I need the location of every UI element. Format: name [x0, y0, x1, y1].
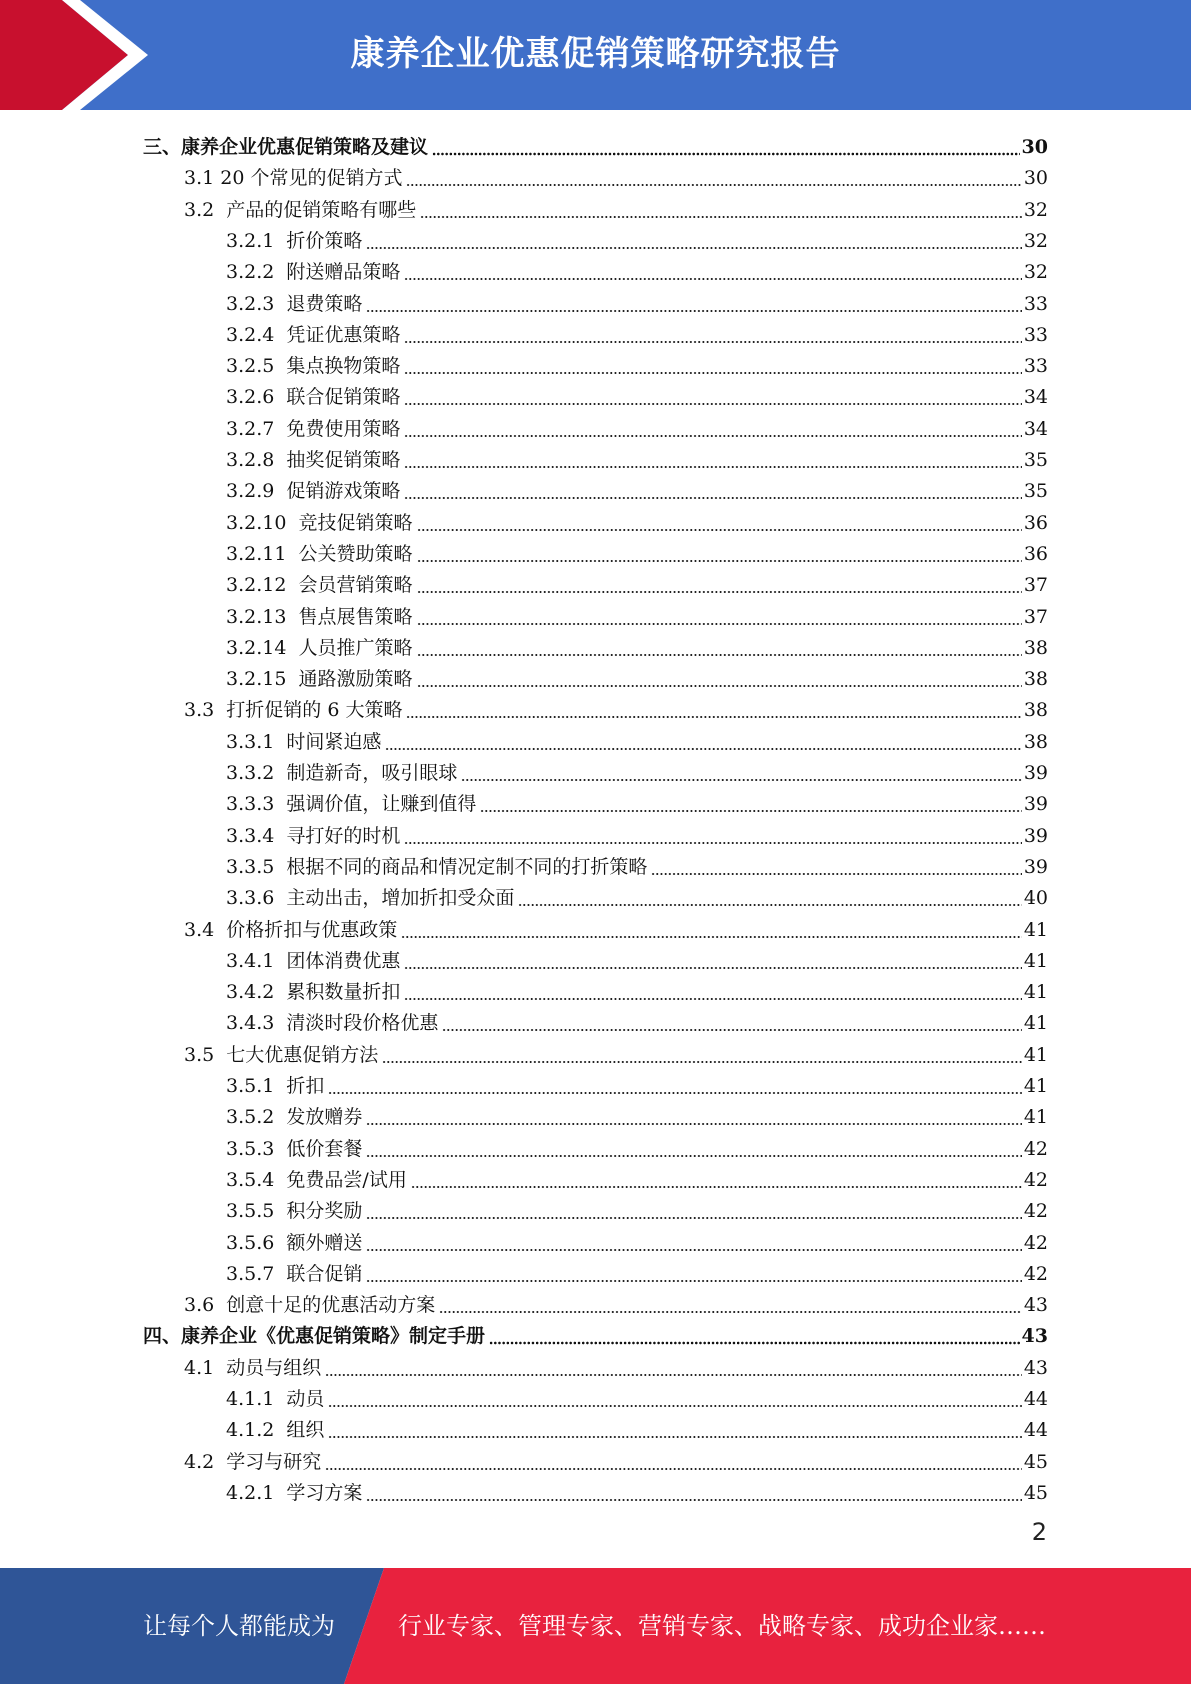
- toc-leader-dots: [432, 137, 1020, 156]
- footer-slogan-left: 让每个人都能成为: [143, 1612, 335, 1640]
- toc-leader-dots: [382, 1045, 1022, 1064]
- toc-entry[interactable]: [184, 159, 1048, 190]
- page-footer: [0, 1568, 1191, 1684]
- toc-leader-dots: [404, 951, 1021, 970]
- toc-leader-dots: [366, 294, 1021, 313]
- toc-entry[interactable]: [143, 128, 1048, 159]
- toc-entry-label: 3.5.1 折扣: [226, 1075, 325, 1097]
- toc-leader-dots: [366, 1201, 1021, 1220]
- toc-entry[interactable]: [226, 1380, 1048, 1411]
- toc-entry-label: 3.5.4 免费品尝/试用: [226, 1168, 407, 1191]
- toc-leader-dots: [328, 1420, 1021, 1439]
- toc-entry[interactable]: [226, 598, 1048, 629]
- toc-entry-page: 39: [1023, 855, 1048, 878]
- toc-entry-label: 3.2.11 公关赞助策略: [226, 542, 413, 565]
- toc-entry-page: 41: [1023, 1106, 1048, 1129]
- toc-leader-dots: [404, 325, 1021, 344]
- toc-entry-page: 38: [1023, 668, 1048, 691]
- toc-entry[interactable]: [226, 253, 1048, 284]
- toc-entry-page: 39: [1023, 762, 1048, 784]
- toc-leader-dots: [420, 200, 1022, 219]
- toc-leader-dots: [651, 857, 1021, 876]
- toc-entry-label: 3.4 价格折扣与优惠政策: [184, 918, 398, 941]
- footer-slogan-right: 行业专家、管理专家、营销专家、战略专家、成功企业家……: [398, 1612, 1046, 1640]
- toc-leader-dots: [411, 1170, 1022, 1189]
- toc-entry[interactable]: [184, 1349, 1048, 1380]
- toc-leader-dots: [366, 1264, 1021, 1283]
- toc-leader-dots: [439, 1295, 1022, 1314]
- toc-entry[interactable]: [226, 535, 1048, 566]
- toc-entry[interactable]: [226, 1067, 1048, 1098]
- toc-entry[interactable]: [226, 1474, 1048, 1505]
- toc-leader-dots: [404, 419, 1021, 438]
- toc-entry-page: 33: [1023, 292, 1048, 315]
- toc-entry[interactable]: [226, 1255, 1048, 1286]
- toc-entry-label: 3.2.3 退费策略: [226, 292, 363, 315]
- toc-entry-label: 3.2.6 联合促销策略: [226, 386, 401, 409]
- toc-entry[interactable]: [184, 1443, 1048, 1474]
- toc-entry-page: 39: [1023, 793, 1048, 816]
- page-header: [0, 0, 1191, 110]
- toc-entry[interactable]: [226, 629, 1048, 660]
- toc-entry[interactable]: [226, 754, 1048, 785]
- toc-entry-label: 4.1.1 动员: [226, 1388, 325, 1410]
- toc-entry-page: 41: [1023, 918, 1048, 941]
- toc-entry[interactable]: [226, 785, 1048, 816]
- toc-leader-dots: [404, 481, 1021, 500]
- toc-entry-label: 3.3.2 制造新奇，吸引眼球: [226, 762, 458, 784]
- toc-entry-label: 3.3.5 根据不同的商品和情况定制不同的打折策略: [226, 855, 648, 878]
- toc-entry-page: 42: [1023, 1200, 1048, 1223]
- toc-leader-dots: [489, 1326, 1020, 1345]
- toc-leader-dots: [366, 1107, 1021, 1126]
- toc-entry[interactable]: [226, 879, 1048, 910]
- toc-entry[interactable]: [226, 1004, 1048, 1035]
- toc-leader-dots: [442, 1013, 1021, 1032]
- toc-entry-page: 38: [1023, 699, 1048, 722]
- toc-entry[interactable]: [226, 1130, 1048, 1161]
- toc-entry[interactable]: [226, 660, 1048, 691]
- toc-leader-dots: [404, 826, 1021, 845]
- toc-entry-page: 39: [1023, 824, 1048, 847]
- toc-leader-dots: [325, 1358, 1022, 1377]
- toc-entry-page: 41: [1023, 1075, 1048, 1097]
- toc-leader-dots: [404, 356, 1021, 375]
- toc-entry-label: 3.5.5 积分奖励: [226, 1200, 363, 1223]
- toc-entry-page: 37: [1023, 605, 1048, 628]
- toc-leader-dots: [417, 607, 1022, 626]
- toc-leader-dots: [461, 763, 1021, 782]
- toc-entry-label: 4.2.1 学习方案: [226, 1481, 363, 1504]
- toc-entry[interactable]: [184, 691, 1048, 722]
- toc-entry-page: 45: [1023, 1450, 1048, 1473]
- toc-leader-dots: [417, 638, 1022, 657]
- toc-entry[interactable]: [184, 1036, 1048, 1067]
- toc-leader-dots: [406, 700, 1021, 719]
- toc-entry-label: 3.6 创意十足的优惠活动方案: [184, 1294, 436, 1317]
- toc-entry-label: 3.5.2 发放赠券: [226, 1106, 363, 1129]
- toc-leader-dots: [480, 794, 1021, 813]
- toc-entry-label: 3.4.1 团体消费优惠: [226, 949, 401, 972]
- toc-entry[interactable]: [184, 191, 1048, 222]
- toc-entry[interactable]: [226, 723, 1048, 754]
- toc-entry-label: 3.2.8 抽奖促销策略: [226, 449, 401, 471]
- toc-entry-label: 3.2 产品的促销策略有哪些: [184, 198, 417, 221]
- toc-entry[interactable]: [226, 942, 1048, 973]
- toc-leader-dots: [328, 1389, 1021, 1408]
- toc-leader-dots: [385, 732, 1021, 751]
- toc-entry-page: 44: [1023, 1388, 1048, 1410]
- toc-leader-dots: [406, 168, 1021, 187]
- toc-entry-page: 36: [1023, 542, 1048, 565]
- toc-entry-page: 44: [1023, 1419, 1048, 1442]
- toc-entry[interactable]: [226, 441, 1048, 472]
- toc-entry[interactable]: [226, 817, 1048, 848]
- toc-entry[interactable]: [226, 973, 1048, 1004]
- toc-entry[interactable]: [226, 504, 1048, 535]
- toc-leader-dots: [328, 1076, 1021, 1095]
- toc-entry-page: 30: [1023, 167, 1048, 190]
- toc-entry-label: 4.1 动员与组织: [184, 1356, 322, 1379]
- toc-entry[interactable]: [226, 222, 1048, 253]
- toc-leader-dots: [417, 513, 1022, 532]
- toc-entry-page: 36: [1023, 511, 1048, 534]
- toc-entry-page: 43: [1023, 1294, 1048, 1317]
- toc-entry-label: 3.5.3 低价套餐: [226, 1137, 363, 1160]
- toc-entry[interactable]: [184, 1286, 1048, 1317]
- toc-entry-label: 4.2 学习与研究: [184, 1450, 322, 1473]
- toc-entry-label: 3.5.6 额外赠送: [226, 1231, 363, 1254]
- toc-entry-page: 41: [1023, 981, 1048, 1004]
- toc-entry[interactable]: [143, 1317, 1048, 1348]
- toc-entry-label: 3.2.15 通路激励策略: [226, 668, 413, 691]
- toc-entry-page: 41: [1023, 1043, 1048, 1066]
- toc-entry-page: 43: [1023, 1356, 1048, 1379]
- toc-entry-page: 38: [1023, 730, 1048, 753]
- toc-leader-dots: [417, 575, 1022, 594]
- toc-entry-label: 3.2.1 折价策略: [226, 229, 363, 252]
- toc-entry[interactable]: [226, 566, 1048, 597]
- toc-entry-page: 33: [1023, 355, 1048, 378]
- toc-entry[interactable]: [184, 911, 1048, 942]
- toc-entry[interactable]: [226, 316, 1048, 347]
- toc-entry-label: 3.3 打折促销的 6 大策略: [184, 699, 403, 722]
- toc-entry-label: 3.2.2 附送赠品策略: [226, 261, 401, 284]
- toc-entry-page: 35: [1023, 480, 1048, 503]
- toc-leader-dots: [366, 1139, 1021, 1158]
- toc-entry[interactable]: [226, 1411, 1048, 1442]
- toc-entry-page: 33: [1023, 323, 1048, 346]
- toc-leader-dots: [417, 544, 1022, 563]
- toc-entry-page: 42: [1023, 1231, 1048, 1254]
- toc-entry-label: 3.1 20 个常见的促销方式: [184, 167, 403, 190]
- toc-leader-dots: [366, 231, 1021, 250]
- toc-entry-label: 3.5.7 联合促销: [226, 1262, 363, 1285]
- toc-entry[interactable]: [226, 378, 1048, 409]
- toc-entry-label: 3.2.9 促销游戏策略: [226, 480, 401, 503]
- toc-entry-page: 43: [1021, 1325, 1048, 1348]
- toc-leader-dots: [366, 1233, 1021, 1252]
- toc-entry-page: 32: [1023, 198, 1048, 221]
- toc-entry-page: 41: [1023, 1012, 1048, 1035]
- toc-entry-label: 3.4.2 累积数量折扣: [226, 981, 401, 1004]
- toc-entry[interactable]: [226, 1098, 1048, 1129]
- toc-entry-page: 34: [1023, 386, 1048, 409]
- toc-leader-dots: [404, 450, 1021, 469]
- toc-leader-dots: [325, 1452, 1022, 1471]
- toc-entry-label: 3.4.3 清淡时段价格优惠: [226, 1012, 439, 1035]
- toc-entry[interactable]: [226, 848, 1048, 879]
- toc-entry[interactable]: [226, 285, 1048, 316]
- toc-entry-page: 40: [1023, 887, 1048, 910]
- toc-entry-label: 3.5 七大优惠促销方法: [184, 1043, 379, 1066]
- toc-entry-label: 3.2.13 售点展售策略: [226, 605, 413, 628]
- toc-leader-dots: [417, 669, 1022, 688]
- toc-entry-page: 42: [1023, 1137, 1048, 1160]
- toc-entry-label: 三、康养企业优惠促销策略及建议: [143, 136, 429, 158]
- toc-entry-label: 四、康养企业《优惠促销策略》制定手册: [143, 1325, 486, 1348]
- toc-entry-page: 30: [1021, 136, 1048, 158]
- document-title: 康养企业优惠促销策略研究报告: [350, 34, 841, 74]
- toc-leader-dots: [518, 888, 1021, 907]
- toc-entry-label: 3.3.3 强调价值，让赚到值得: [226, 793, 477, 816]
- toc-entry-label: 3.3.6 主动出击，增加折扣受众面: [226, 887, 515, 910]
- toc-entry[interactable]: [226, 472, 1048, 503]
- toc-entry-page: 45: [1023, 1481, 1048, 1504]
- toc-entry-label: 3.2.10 竞技促销策略: [226, 511, 413, 534]
- toc-entry-label: 3.3.1 时间紧迫感: [226, 730, 382, 753]
- toc-entry[interactable]: [226, 347, 1048, 378]
- toc-entry-page: 42: [1023, 1262, 1048, 1285]
- toc-entry-page: 32: [1023, 261, 1048, 284]
- toc-entry-label: 3.2.12 会员营销策略: [226, 574, 413, 597]
- toc-leader-dots: [366, 1483, 1021, 1502]
- toc-entry-page: 42: [1023, 1168, 1048, 1191]
- toc-entry-page: 37: [1023, 574, 1048, 597]
- toc-entry-label: 3.2.5 集点换物策略: [226, 355, 401, 378]
- toc-entry-page: 41: [1023, 949, 1048, 972]
- toc-entry-page: 34: [1023, 417, 1048, 440]
- toc-entry[interactable]: [226, 1224, 1048, 1255]
- toc-leader-dots: [404, 982, 1021, 1001]
- page-number: 2: [1031, 1518, 1047, 1546]
- toc-leader-dots: [401, 920, 1022, 939]
- toc-entry-page: 35: [1023, 449, 1048, 471]
- toc-entry-label: 3.3.4 寻打好的时机: [226, 824, 401, 847]
- toc-leader-dots: [404, 262, 1021, 281]
- toc-entry-page: 38: [1023, 636, 1048, 659]
- toc-entry[interactable]: [226, 1192, 1048, 1223]
- toc-leader-dots: [404, 387, 1021, 406]
- toc-entry-label: 3.2.14 人员推广策略: [226, 636, 413, 659]
- toc-entry-page: 32: [1023, 229, 1048, 252]
- toc-entry-label: 4.1.2 组织: [226, 1419, 325, 1442]
- toc-entry-label: 3.2.4 凭证优惠策略: [226, 323, 401, 346]
- toc-entry[interactable]: [226, 1161, 1048, 1192]
- toc-entry-label: 3.2.7 免费使用策略: [226, 417, 401, 440]
- toc-entry[interactable]: [226, 410, 1048, 441]
